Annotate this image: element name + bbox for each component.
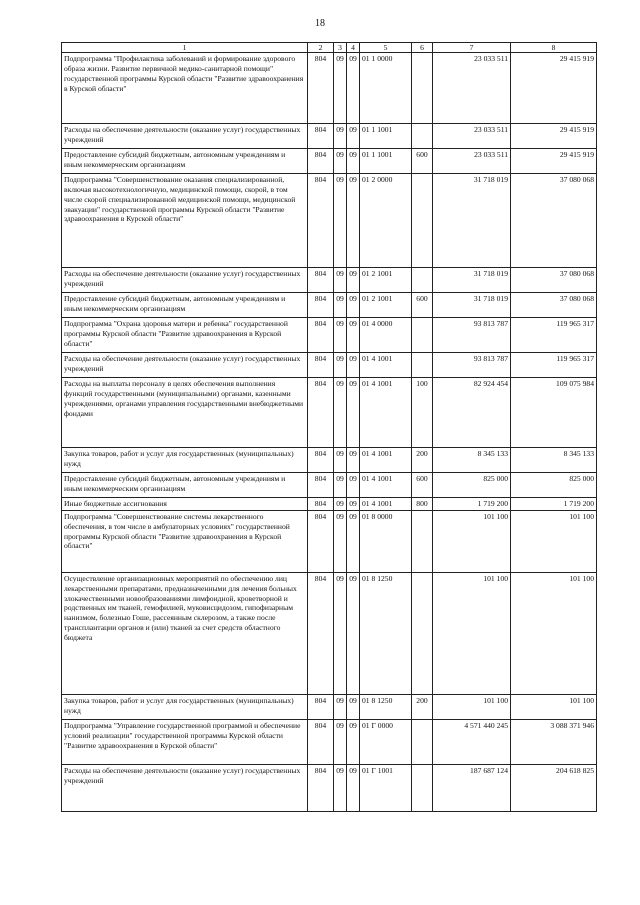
- table-row: [62, 149, 597, 174]
- amount-year-2: 119 965 317: [511, 318, 597, 353]
- amount-year-2: 825 000: [511, 473, 597, 498]
- target-article-code: 01 4 1001: [360, 498, 412, 511]
- table-row: [62, 694, 597, 719]
- row-name: Предоставление субсидий бюджетным, автономным учреждениям и иным некоммерческим организациям: [62, 149, 308, 174]
- subsection-code: 09: [347, 318, 360, 353]
- ministry-code: 804: [308, 764, 334, 811]
- subsection-code: 09: [347, 53, 360, 124]
- subsection-code: 09: [347, 293, 360, 318]
- ministry-code: 804: [308, 174, 334, 268]
- target-article-code: 01 8 1250: [360, 694, 412, 719]
- section-code: 09: [334, 293, 347, 318]
- target-article-code: 01 8 1250: [360, 572, 412, 694]
- section-code: 09: [334, 268, 347, 293]
- section-code: 09: [334, 572, 347, 694]
- subsection-code: 09: [347, 448, 360, 473]
- section-code: 09: [334, 149, 347, 174]
- expense-type-code: [412, 53, 433, 124]
- target-article-code: 01 1 1001: [360, 149, 412, 174]
- target-article-code: 01 2 0000: [360, 174, 412, 268]
- amount-year-1: 31 718 019: [433, 293, 511, 318]
- expense-type-code: [412, 353, 433, 378]
- table-row: [62, 498, 597, 511]
- section-code: 09: [334, 694, 347, 719]
- amount-year-1: 23 033 511: [433, 124, 511, 149]
- page-number: 18: [315, 18, 325, 29]
- subsection-code: 09: [347, 764, 360, 811]
- ministry-code: 804: [308, 719, 334, 764]
- amount-year-2: 37 080 068: [511, 174, 597, 268]
- row-name: Подпрограмма "Совершенствование оказания специализированной, включая высокотехнологичную, медицинской помощи, скорой, в том числе скорой специализированной медицинской помощи, медицинской эвакуации" государственной программы Курской области "Развитие здравоохранения в Курской области": [62, 174, 308, 268]
- amount-year-1: 8 345 133: [433, 448, 511, 473]
- amount-year-1: 825 000: [433, 473, 511, 498]
- ministry-code: 804: [308, 124, 334, 149]
- amount-year-1: 82 924 454: [433, 378, 511, 448]
- subsection-code: 09: [347, 124, 360, 149]
- expense-type-code: [412, 318, 433, 353]
- target-article-code: 01 1 0000: [360, 53, 412, 124]
- amount-year-2: 29 415 919: [511, 149, 597, 174]
- amount-year-1: 31 718 019: [433, 174, 511, 268]
- header-cell: 6: [412, 43, 433, 53]
- table-row: [62, 510, 597, 572]
- subsection-code: 09: [347, 694, 360, 719]
- subsection-code: 09: [347, 572, 360, 694]
- expense-type-code: [412, 268, 433, 293]
- target-article-code: 01 4 1001: [360, 378, 412, 448]
- amount-year-1: 23 033 511: [433, 53, 511, 124]
- row-name: Подпрограмма "Профилактика заболеваний и формирование здорового образа жизни. Развитие первичной медико-санитарной помощи" государственной программы Курской области "Развитие здравоохранения в Курской области": [62, 53, 308, 124]
- table-row: [62, 378, 597, 448]
- amount-year-1: 101 100: [433, 510, 511, 572]
- section-code: 09: [334, 53, 347, 124]
- subsection-code: 09: [347, 719, 360, 764]
- amount-year-2: 204 618 825: [511, 764, 597, 811]
- amount-year-2: 37 080 068: [511, 293, 597, 318]
- expense-type-code: 200: [412, 694, 433, 719]
- section-code: 09: [334, 378, 347, 448]
- target-article-code: 01 2 1001: [360, 268, 412, 293]
- table-row: [62, 764, 597, 811]
- expense-type-code: [412, 510, 433, 572]
- subsection-code: 09: [347, 268, 360, 293]
- header-cell: 1: [62, 43, 308, 53]
- ministry-code: 804: [308, 498, 334, 511]
- section-code: 09: [334, 498, 347, 511]
- row-name: Предоставление субсидий бюджетным, автономным учреждениям и иным некоммерческим организациям: [62, 293, 308, 318]
- amount-year-2: 109 075 984: [511, 378, 597, 448]
- amount-year-2: 101 100: [511, 694, 597, 719]
- expense-type-code: [412, 572, 433, 694]
- target-article-code: 01 4 1001: [360, 448, 412, 473]
- amount-year-1: 93 813 787: [433, 318, 511, 353]
- expense-type-code: 600: [412, 473, 433, 498]
- expense-type-code: 200: [412, 448, 433, 473]
- ministry-code: 804: [308, 694, 334, 719]
- ministry-code: 804: [308, 268, 334, 293]
- expense-type-code: [412, 764, 433, 811]
- row-name: Расходы на обеспечение деятельности (оказание услуг) государственных учреждений: [62, 353, 308, 378]
- amount-year-1: 4 571 440 245: [433, 719, 511, 764]
- target-article-code: 01 Г 0000: [360, 719, 412, 764]
- section-code: 09: [334, 448, 347, 473]
- ministry-code: 804: [308, 510, 334, 572]
- amount-year-1: 31 718 019: [433, 268, 511, 293]
- header-cell: 5: [360, 43, 412, 53]
- ministry-code: 804: [308, 318, 334, 353]
- expense-type-code: 100: [412, 378, 433, 448]
- amount-year-1: 101 100: [433, 694, 511, 719]
- section-code: 09: [334, 174, 347, 268]
- amount-year-1: 101 100: [433, 572, 511, 694]
- amount-year-2: 29 415 919: [511, 53, 597, 124]
- ministry-code: 804: [308, 572, 334, 694]
- expense-type-code: [412, 719, 433, 764]
- row-name: Подпрограмма "Совершенствование системы лекарственного обеспечения, в том числе в амбулаторных условиях" государственной программы Курской области "Развитие здравоохранения в Курской области": [62, 510, 308, 572]
- section-code: 09: [334, 318, 347, 353]
- table-row: [62, 268, 597, 293]
- amount-year-2: 119 965 317: [511, 353, 597, 378]
- row-name: Расходы на обеспечение деятельности (оказание услуг) государственных учреждений: [62, 764, 308, 811]
- row-name: Закупка товаров, работ и услуг для государственных (муниципальных) нужд: [62, 448, 308, 473]
- ministry-code: 804: [308, 293, 334, 318]
- ministry-code: 804: [308, 473, 334, 498]
- table-row: [62, 719, 597, 764]
- table-row: [62, 124, 597, 149]
- amount-year-2: 29 415 919: [511, 124, 597, 149]
- amount-year-2: 101 100: [511, 510, 597, 572]
- row-name: Закупка товаров, работ и услуг для государственных (муниципальных) нужд: [62, 694, 308, 719]
- section-code: 09: [334, 510, 347, 572]
- header-cell: 3: [334, 43, 347, 53]
- table-row: [62, 293, 597, 318]
- subsection-code: 09: [347, 498, 360, 511]
- expense-type-code: [412, 174, 433, 268]
- row-name: Расходы на обеспечение деятельности (оказание услуг) государственных учреждений: [62, 268, 308, 293]
- section-code: 09: [334, 719, 347, 764]
- header-cell: 8: [511, 43, 597, 53]
- row-name: Предоставление субсидий бюджетным, автономным учреждениям и иным некоммерческим организациям: [62, 473, 308, 498]
- target-article-code: 01 4 1001: [360, 473, 412, 498]
- header-cell: 2: [308, 43, 334, 53]
- expense-type-code: 800: [412, 498, 433, 511]
- table-row: [62, 353, 597, 378]
- expense-type-code: 600: [412, 149, 433, 174]
- expense-type-code: [412, 124, 433, 149]
- ministry-code: 804: [308, 353, 334, 378]
- amount-year-2: 37 080 068: [511, 268, 597, 293]
- section-code: 09: [334, 764, 347, 811]
- row-name: Подпрограмма "Охрана здоровья матери и ребенка" государственной программы Курской области "Развитие здравоохранения в Курской области": [62, 318, 308, 353]
- ministry-code: 804: [308, 149, 334, 174]
- amount-year-2: 8 345 133: [511, 448, 597, 473]
- ministry-code: 804: [308, 53, 334, 124]
- ministry-code: 804: [308, 448, 334, 473]
- target-article-code: 01 4 0000: [360, 318, 412, 353]
- target-article-code: 01 2 1001: [360, 293, 412, 318]
- amount-year-1: 23 033 511: [433, 149, 511, 174]
- header-cell: 4: [347, 43, 360, 53]
- table-row: [62, 448, 597, 473]
- subsection-code: 09: [347, 510, 360, 572]
- table-row: [62, 473, 597, 498]
- header-cell: 7: [433, 43, 511, 53]
- expense-type-code: 600: [412, 293, 433, 318]
- target-article-code: 01 Г 1001: [360, 764, 412, 811]
- section-code: 09: [334, 353, 347, 378]
- row-name: Осуществление организационных мероприятий по обеспечению лиц лекарственными препаратами, предназначенными для лечения больных злокачественными новообразованиями лимфоидной, кроветворной и родственных им тканей, гемофилией, муковисцидозом, гипофизарным нанизмом, болезнью Гоше, рассеянным склерозом, а также после трансплантации органов и (или) тканей за счет средств областного бюджета: [62, 572, 308, 694]
- amount-year-1: 187 687 124: [433, 764, 511, 811]
- table-row: [62, 53, 597, 124]
- table-row: [62, 572, 597, 694]
- target-article-code: 01 8 0000: [360, 510, 412, 572]
- amount-year-1: 93 813 787: [433, 353, 511, 378]
- section-code: 09: [334, 473, 347, 498]
- header-row: [62, 43, 597, 53]
- table-row: [62, 318, 597, 353]
- amount-year-2: 101 100: [511, 572, 597, 694]
- amount-year-2: 3 088 371 946: [511, 719, 597, 764]
- row-name: Иные бюджетные ассигнования: [62, 498, 308, 511]
- section-code: 09: [334, 124, 347, 149]
- ministry-code: 804: [308, 378, 334, 448]
- subsection-code: 09: [347, 473, 360, 498]
- target-article-code: 01 4 1001: [360, 353, 412, 378]
- subsection-code: 09: [347, 174, 360, 268]
- row-name: Подпрограмма "Управление государственной программой и обеспечение условий реализации" государственной программы Курской области "Развитие здравоохранения в Курской области": [62, 719, 308, 764]
- table-row: [62, 174, 597, 268]
- budget-table: [61, 42, 597, 812]
- target-article-code: 01 1 1001: [360, 124, 412, 149]
- row-name: Расходы на выплаты персоналу в целях обеспечения выполнения функций государственными (муниципальными) органами, казенными учреждениями, органами управления государственными внебюджетными фондами: [62, 378, 308, 448]
- subsection-code: 09: [347, 353, 360, 378]
- row-name: Расходы на обеспечение деятельности (оказание услуг) государственных учреждений: [62, 124, 308, 149]
- amount-year-2: 1 719 200: [511, 498, 597, 511]
- amount-year-1: 1 719 200: [433, 498, 511, 511]
- subsection-code: 09: [347, 378, 360, 448]
- subsection-code: 09: [347, 149, 360, 174]
